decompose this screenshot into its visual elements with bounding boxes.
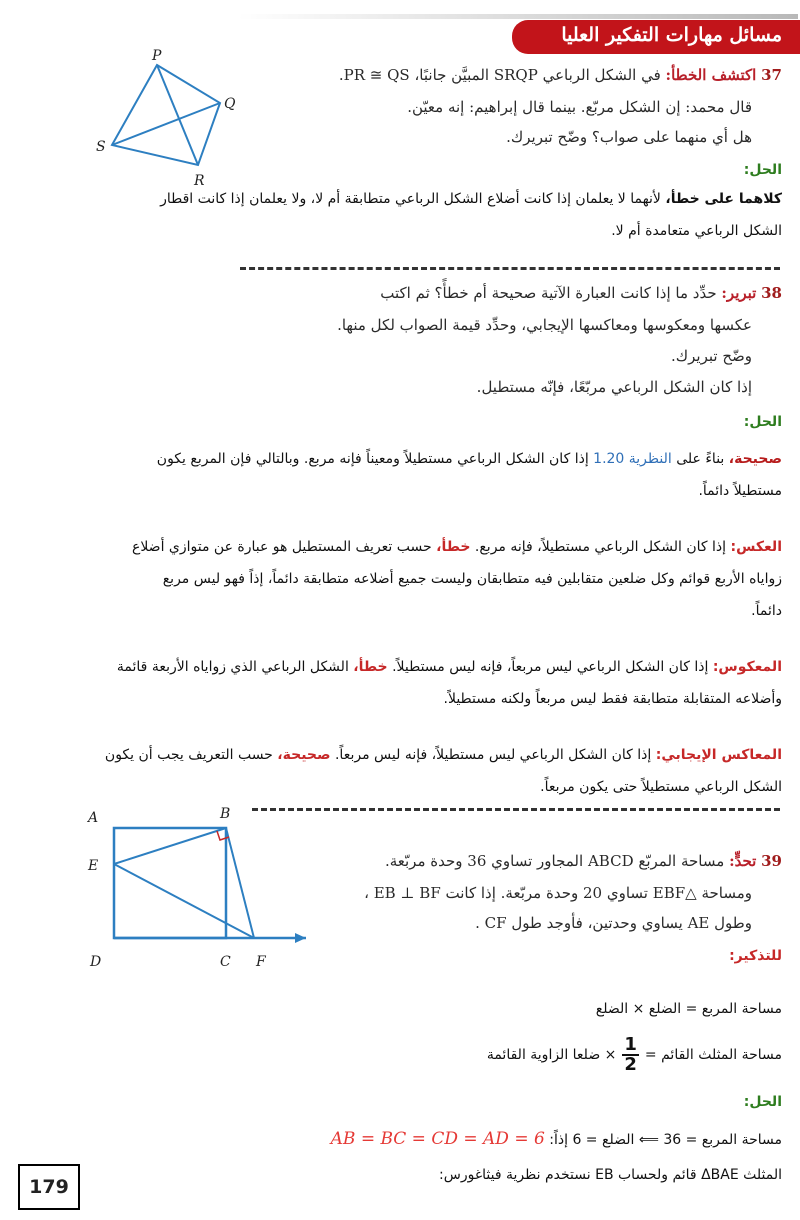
q38-line4: إذا كان الشكل الرباعي مربّعًا، فإنّه مستطيل. [476, 378, 752, 396]
q39-sol-line2: المثلث ΔBAE قائم ولحساب EB نستخدم نظرية فيثاغورس: [439, 1167, 782, 1183]
q38-p4-line1: المعاكس الإيجابي: إذا كان الشكل الرباعي ليس مستطيلاً، فإنه ليس مربعاً. صحيحة، حسب التعريف يجب أن يكون [104, 747, 782, 763]
q39-line3: وطول AE يساوي وحدتين، فأوجد طول CF . [475, 914, 752, 932]
quad-srqp [112, 65, 220, 165]
q38-p1-line2: مستطيلاً دائماً. [698, 483, 782, 499]
q37-answer-line2: الشكل الرباعي متعامدة أم لا. [611, 223, 782, 239]
label-s: S [96, 139, 106, 155]
q38-line2: عكسها ومعكوسها ومعاكسها الإيجابي، وحدِّد قيمة الصواب لكل منها. [337, 316, 752, 334]
q38-solution-label: الحل: [743, 414, 782, 430]
square-abcd [114, 828, 226, 938]
q39-solution-label: الحل: [743, 1094, 782, 1110]
label-b: B [220, 806, 231, 822]
q38-p4-line2: الشكل الرباعي مستطيلاً حتى يكون مربعاً. [540, 779, 782, 795]
segment-eb [114, 828, 226, 864]
q39-sol-line1: مساحة المربع = 36 ⟸ الضلع = 6 إذاً: AB = BC = CD = AD = 6 [330, 1129, 782, 1149]
segment-ef [114, 864, 254, 938]
q37-line1: 37 اكتشف الخطأ: في الشكل الرباعي SRQP المبيَّن جانبًا، PR ≅ QS. [338, 66, 782, 84]
label-c: C [220, 954, 231, 970]
diagonal-qs [112, 103, 220, 145]
label-a: A [88, 810, 99, 826]
q39-line2: ومساحة △EBF تساوي 20 وحدة مربّعة. إذا كانت EB ⊥ BF ، [364, 884, 752, 902]
separator-1 [240, 267, 780, 270]
segment-bf [226, 828, 254, 938]
separator-2 [252, 808, 780, 811]
reminder-label: للتذكير: [729, 948, 782, 964]
q38-p3-line2: وأضلاعه المتقابلة متطابقة فقط ليس مربعاً ولكنه مستطيلاً. [443, 691, 782, 707]
q37-line2: قال محمد: إن الشكل مربّع. بينما قال إبراهيم: إنه معيّن. [407, 98, 752, 116]
q37-answer-line1: كلاهما على خطأ، لأنهما لا يعلمان إذا كانت أضلاع الشكل الرباعي متطابقة أم لا، ولا يعلمان إذا كانت اقطار [160, 191, 782, 207]
label-d: D [90, 954, 102, 970]
q38-number: 38 [761, 284, 782, 302]
q37-tag: اكتشف الخطأ: [665, 66, 757, 84]
label-q: Q [224, 96, 236, 112]
q37-figure [90, 45, 260, 205]
q38-tag: تبرير: [721, 284, 757, 302]
fraction-half: $\frac{1}{2}$ [624, 1034, 637, 1075]
label-p: P [152, 48, 162, 64]
q38-p3-line1: المعكوس: إذا كان الشكل الرباعي ليس مربعاً، فإنه ليس مستطيلاً. خطأ، الشكل الرباعي الذي زواياه الأربعة قائمة [116, 659, 782, 675]
q39-figure [80, 800, 320, 990]
q38-line3: وضّح تبريرك. [671, 347, 752, 365]
page-number: 179 [18, 1164, 80, 1210]
label-f: F [256, 954, 266, 970]
section-title: مسائل مهارات التفكير العليا [561, 24, 782, 46]
q38-p2-line2: زواياه الأربع قوائم وكل ضلعين متقابلين فيه متطابقان وليست جميع أضلاعه متطابقة دائماً، إذاً فهو ليس مربع [162, 571, 782, 587]
q37-number: 37 [761, 66, 782, 84]
reminder-square-area: مساحة المربع = الضلع × الضلع [595, 1001, 782, 1017]
label-r: R [194, 173, 205, 189]
ray-arrow [295, 933, 306, 943]
q39-number: 39 [761, 852, 782, 870]
q39-line1: 39 تحدٍّ: مساحة المربّع ABCD المجاور تساوي 36 وحدة مربّعة. [384, 852, 782, 870]
theorem-link[interactable]: النظرية 1.20 [593, 451, 672, 467]
q38-line1: 38 تبرير: حدِّد ما إذا كانت العبارة الآتية صحيحة أم خطأً؟ ثم اكتب [380, 284, 782, 302]
q37-line3: هل أي منهما على صواب؟ وضّح تبريرك. [506, 128, 752, 146]
q37-solution-label: الحل: [743, 162, 782, 178]
q38-p2-line3: دائماً. [751, 603, 782, 619]
label-e: E [88, 858, 99, 874]
q38-p1-line1: صحيحة، بناءً على النظرية 1.20 إذا كان الشكل الرباعي مستطيلاً ومعيناً فإنه مربع. وبالتالي فإن المربع يكون [156, 451, 782, 467]
header-rule [238, 14, 798, 19]
q39-tag: تحدٍّ: [729, 852, 757, 870]
reminder-triangle-area: مساحة المثلث القائم = $\frac{1}{2}$ × ضلعا الزاوية القائمة [486, 1034, 782, 1075]
q38-p2-line1: العكس: إذا كان الشكل الرباعي مستطيلاً، فإنه مربع. خطأ، حسب تعريف المستطيل هو عبارة عن متوازي أضلاع [131, 539, 782, 555]
